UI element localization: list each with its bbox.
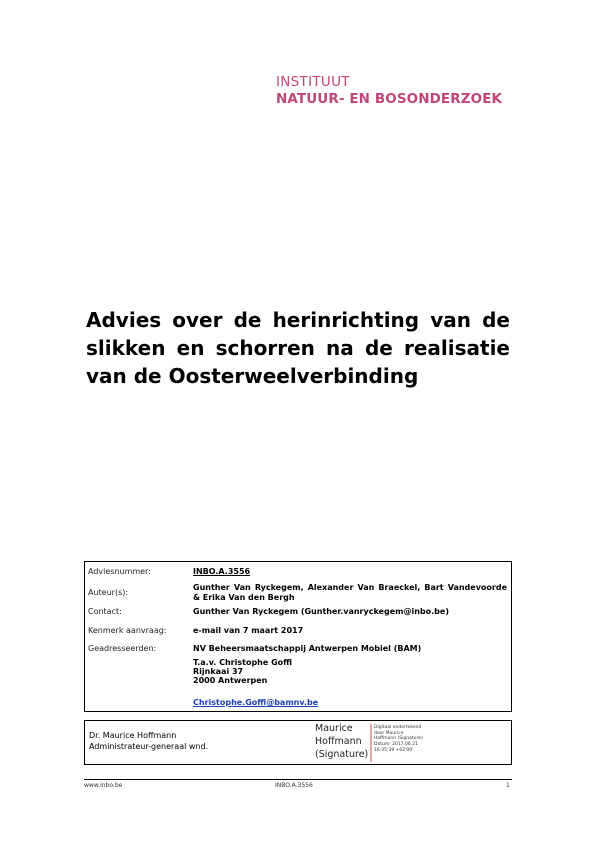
digital-line-4: Datum: 2017.06.21 — [374, 742, 418, 748]
signatory-role: Administrateur-generaal wnd. — [89, 742, 209, 751]
sig-line-2: Hoffmann — [315, 736, 362, 747]
digital-line-2: door Maurice — [374, 730, 404, 736]
geadresseerden-line-3: Rijnkaai 37 — [193, 667, 244, 676]
kenmerk-label: Kenmerk aanvraag: — [88, 626, 167, 635]
signatory-name: Dr. Maurice Hoffmann — [89, 731, 177, 740]
digital-line-1: Digitaal ondertekend — [374, 725, 422, 730]
footer-divider — [84, 779, 512, 780]
contact-value: Gunther Van Ryckegem (Gunther.vanryckegem@inbo.be) — [193, 607, 449, 616]
auteurs-value: Gunther Van Ryckegem, Alexander Van Braeckel, Bart Vandevoorde & Erika Van den Bergh — [193, 583, 507, 602]
signature-divider — [370, 724, 372, 762]
adviesnummer-value: INBO.A.3556 — [193, 567, 251, 576]
logo-line-1: INSTITUUT — [276, 74, 350, 90]
geadresseerden-line-4: 2000 Antwerpen — [193, 676, 268, 685]
digital-signature-details — [374, 725, 423, 754]
footer-website: www.inbo.be — [84, 782, 123, 789]
digital-line-5: 16:35:39 +02'00' — [374, 747, 414, 753]
adviesnummer-label: Adviesnummer: — [88, 567, 151, 576]
recipient-email-link[interactable]: Christophe.Goffi@bamnv.be — [193, 698, 319, 707]
advice-info-box — [84, 561, 512, 712]
footer-page-number: 1 — [506, 782, 510, 789]
institute-logo — [276, 74, 502, 108]
document-title: Advies over de herinrichting van de slikken en schorren na de realisatie van de Oosterweelverbinding — [86, 308, 510, 388]
contact-label: Contact: — [88, 607, 122, 616]
auteurs-label: Auteur(s): — [88, 588, 129, 597]
digital-line-3: Hoffmann (Signature) — [374, 736, 423, 742]
sig-line-1: Maurice — [315, 723, 353, 734]
kenmerk-value: e-mail van 7 maart 2017 — [193, 626, 304, 635]
geadresseerden-label: Geadresseerden: — [88, 644, 157, 653]
digital-signature-name — [315, 722, 368, 761]
signature-box — [84, 720, 512, 765]
geadresseerden-line-2: T.a.v. Christophe Goffi — [193, 658, 293, 667]
sig-line-3: (Signature) — [315, 749, 369, 760]
geadresseerden-line-1: NV Beheersmaatschappij Antwerpen Mobiel (BAM) — [193, 644, 422, 653]
footer-reference: INBO.A.3556 — [275, 782, 313, 789]
logo-line-2: NATUUR- EN BOSONDERZOEK — [276, 91, 503, 107]
